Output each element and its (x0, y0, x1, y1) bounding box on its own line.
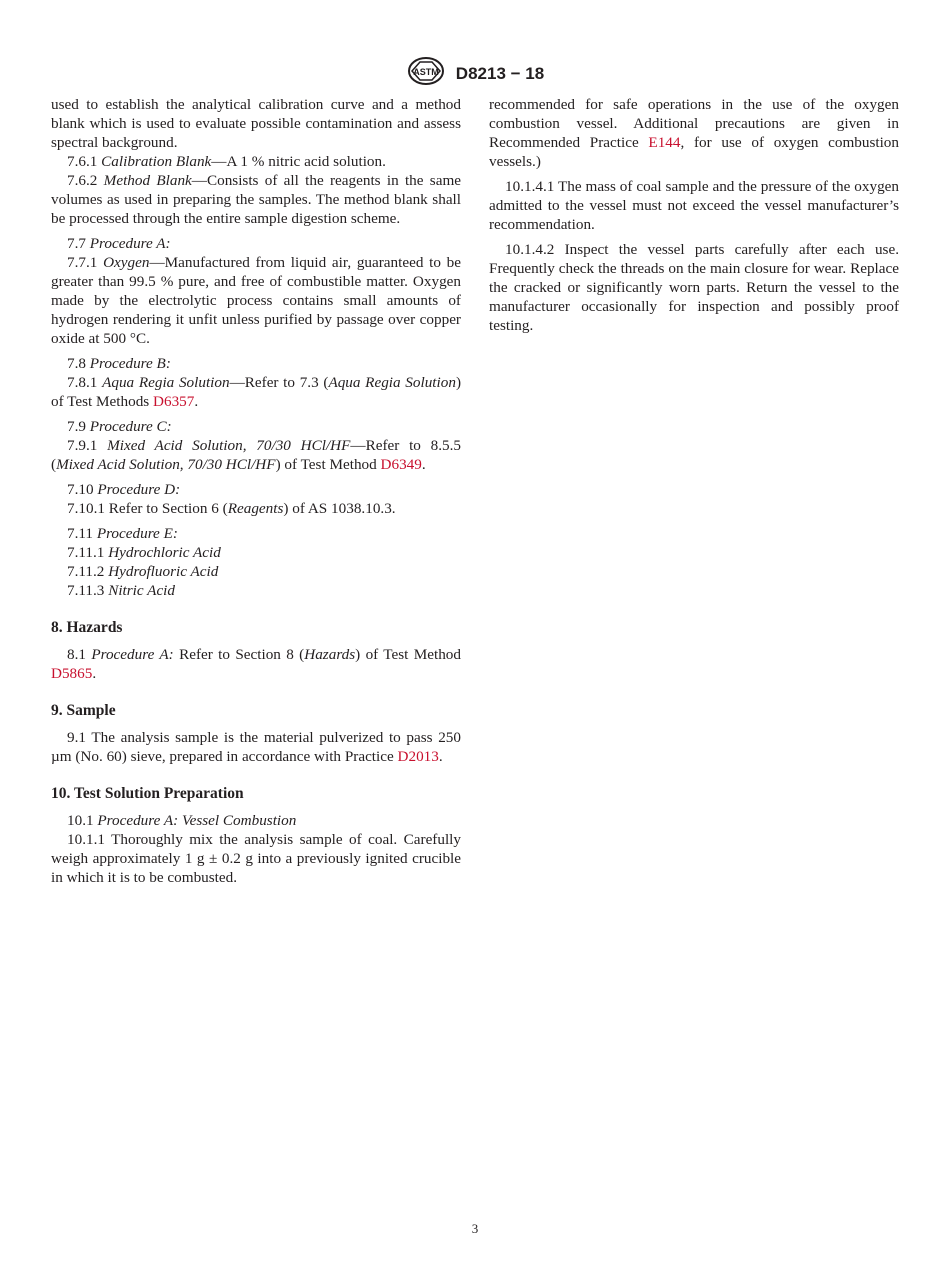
clause-7-7-1: 7.7.1 Oxygen—Manufactured from liquid air, guaranteed to be greater than 99.5 % pure, and free of combustible matter. Oxygen made by the electrolytic process contains small amounts of hydrogen rendering it unfit unless purified by passage over copper oxide at 500 °C. (51, 254, 461, 347)
right-column (489, 95, 899, 335)
left-column (51, 95, 461, 887)
document-id: D8213 − 18 (455, 63, 545, 83)
section-10-1: 10.1 Procedure A: Vessel Combustion (67, 812, 297, 829)
clause-7-6-2: 7.6.2 Method Blank—Consists of all the reagents in the same volumes as used in preparing the samples. The method blank shall be processed through the entire sample digestion scheme. (51, 172, 462, 227)
clause-10-1-4-1: 10.1.4.1 The mass of coal sample and the pressure of the oxygen admitted to the vessel must not exceed the vessel manufacturer’s recommendation. (489, 178, 899, 233)
clause-10-1-1: 10.1.1 Thoroughly mix the analysis sample of coal. Carefully weigh approximately 1 g ± 0.2 g into a previously ignited crucible in which it is to be combusted. (51, 831, 461, 886)
astm-logo (406, 56, 446, 91)
paragraph: recommended for safe operations in the use of the oxygen combustion vessel. Additional precautions are given in Recommended Practice E144, for use of oxygen combustion vessels.) (489, 96, 899, 170)
clause-7-9-1: 7.9.1 Mixed Acid Solution, 70/30 HCl/HF—Refer to 8.5.5 (Mixed Acid Solution, 70/30 HCl/HF) of Test Method D6349. (51, 437, 461, 473)
reference-link[interactable]: E144 (648, 134, 681, 151)
page-number: 3 (471, 1221, 479, 1236)
page-header (0, 56, 950, 91)
section-7-8: 7.8 Procedure B: (67, 355, 171, 372)
logo-text: ASTM (413, 67, 439, 77)
clause-7-11-3: 7.11.3 Nitric Acid (67, 582, 175, 599)
clause-7-8-1: 7.8.1 Aqua Regia Solution—Refer to 7.3 (Aqua Regia Solution) of Test Methods D6357. (51, 374, 461, 410)
clause-8-1: 8.1 Procedure A: Refer to Section 8 (Hazards) of Test Method D5865. (51, 646, 461, 682)
clause-9-1: 9.1 The analysis sample is the material pulverized to pass 250 µm (No. 60) sieve, prepared in accordance with Practice D2013. (51, 729, 461, 765)
clause-10-1-4-2: 10.1.4.2 Inspect the vessel parts carefully after each use. Frequently check the threads on the main closure for wear. Replace the cracked or significantly worn parts. Return the vessel to the manufacturer occasionally for inspection and possibly proof testing. (489, 241, 899, 334)
paragraph: used to establish the analytical calibration curve and a method blank which is used to evaluate possible contamination and assess spectral background. (51, 96, 461, 151)
clause-7-11-2: 7.11.2 Hydrofluoric Acid (67, 563, 219, 580)
section-heading: 8. Hazards (51, 619, 123, 636)
reference-link[interactable]: D2013 (397, 748, 439, 765)
clause-7-6-1: 7.6.1 Calibration Blank—A 1 % nitric acid solution. (67, 153, 386, 170)
section-7-7: 7.7 Procedure A: (67, 235, 171, 252)
reference-link[interactable]: D6357 (153, 393, 195, 410)
clause-7-11-1: 7.11.1 Hydrochloric Acid (67, 544, 221, 561)
section-7-10: 7.10 Procedure D: (67, 481, 181, 498)
clause-7-10-1: 7.10.1 Refer to Section 6 (Reagents) of AS 1038.10.3. (67, 500, 396, 517)
section-7-11: 7.11 Procedure E: (67, 525, 178, 542)
section-heading: 9. Sample (51, 702, 116, 719)
section-heading: 10. Test Solution Preparation (51, 785, 244, 802)
reference-link[interactable]: D5865 (51, 665, 93, 682)
section-7-9: 7.9 Procedure C: (67, 418, 172, 435)
reference-link[interactable]: D6349 (380, 456, 422, 473)
